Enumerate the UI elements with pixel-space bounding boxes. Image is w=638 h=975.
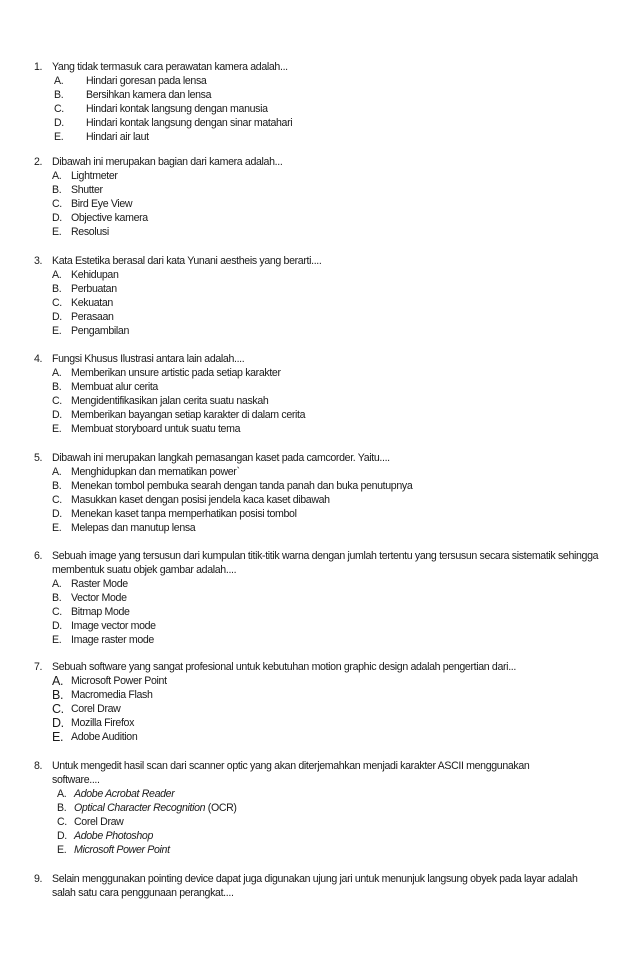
option-text: Memberikan bayangan setiap karakter di dalam cerita [71,409,306,421]
question-8 [0,759,638,857]
question-2 [0,155,638,239]
option-letter: C. [52,494,62,506]
option-letter: C. [52,702,64,716]
option-text: Kekuatan [71,297,113,309]
option-text: Adobe Photoshop [74,830,153,842]
question-number: 5. [34,452,43,464]
option-text: Shutter [71,184,103,196]
question-number: 8. [34,760,43,772]
option-letter: A. [54,75,64,87]
question-7 [0,660,638,744]
option-text: Corel Draw [74,816,124,828]
question-6 [0,549,638,647]
option-letter: E. [52,730,64,744]
question-4 [0,352,638,436]
option-text: Lightmeter [71,170,118,182]
question-number: 3. [34,255,43,267]
question-text: Dibawah ini merupakan bagian dari kamera adalah... [52,156,283,168]
option-text: Membuat storyboard untuk suatu tema [71,423,241,435]
question-5 [0,451,638,535]
question-text: Dibawah ini merupakan langkah pemasangan kaset pada camcorder. Yaitu.... [52,452,390,464]
option-letter: D. [52,508,62,520]
option-text: Pengambilan [71,325,129,337]
option-text: Kehidupan [71,269,119,281]
option-text: Macromedia Flash [71,689,153,701]
option-letter: E. [52,522,62,534]
option-text: Melepas dan manutup lensa [71,522,196,534]
option-text: Resolusi [71,226,109,238]
option-letter: D. [52,409,62,421]
option-text: Menghidupkan dan mematikan power` [71,466,240,478]
option-text: Perbuatan [71,283,117,295]
option-text-italic: Optical Character Recognition [74,802,206,814]
option-letter: D. [52,311,62,323]
option-letter: B. [52,184,62,196]
option-text: Hindari goresan pada lensa [86,75,207,87]
option-text: Raster Mode [71,578,128,590]
option-text: Mengidentifikasikan jalan cerita suatu naskah [71,395,269,407]
option-letter: E. [52,325,62,337]
option-letter: A. [52,269,62,281]
question-1 [0,60,638,144]
option-letter: A. [52,578,62,590]
option-letter: E. [57,844,67,856]
option-letter: D. [54,117,64,129]
question-number: 1. [34,61,43,73]
option-letter: E. [52,423,62,435]
option-text: Hindari kontak langsung dengan sinar matahari [86,117,293,129]
option-letter: A. [52,367,62,379]
option-letter: C. [52,606,62,618]
option-letter: E. [54,131,64,143]
option-text: Adobe Audition [71,731,138,743]
question-3 [0,254,638,338]
option-letter: B. [52,381,62,393]
question-number: 7. [34,661,43,673]
option-text: Adobe Acrobat Reader [74,788,175,800]
option-letter: A. [52,466,62,478]
option-text: Masukkan kaset dengan posisi jendela kaca kaset dibawah [71,494,330,506]
option-text: Bersihkan kamera dan lensa [86,89,212,101]
option-text: Bitmap Mode [71,606,130,618]
option-text: Image vector mode [71,620,156,632]
option-letter: B. [52,480,62,492]
option-letter: A. [57,788,67,800]
option-text [74,801,237,815]
option-text: Microsoft Power Point [74,844,170,856]
option-letter: D. [52,620,62,632]
option-letter: E. [52,226,62,238]
option-text: Menekan tombol pembuka searah dengan tanda panah dan buka penutupnya [71,480,413,492]
question-text: Yang tidak termasuk cara perawatan kamera adalah... [52,61,288,73]
option-text: Memberikan unsure artistic pada setiap karakter [71,367,281,379]
option-text: Menekan kaset tanpa memperhatikan posisi tombol [71,508,297,520]
question-text: Sebuah image yang tersusun dari kumpulan titik-titik warna dengan jumlah tertentu yang tersusun secara sistematik sehingga membentuk suatu objek gambar adalah.... [52,550,599,576]
option-text: Objective kamera [71,212,148,224]
option-letter: C. [52,198,62,210]
option-letter: E. [52,634,62,646]
question-9 [0,872,638,900]
option-letter: A. [52,674,64,688]
option-text: Mozilla Firefox [71,717,135,729]
option-text: Bird Eye View [71,198,133,210]
option-text: Image raster mode [71,634,154,646]
question-text: Untuk mengedit hasil scan dari scanner optic yang akan diterjemahkan menjadi karakter ASCII menggunakan software.... [52,760,530,786]
option-letter: B. [52,283,62,295]
option-letter: C. [52,395,62,407]
question-number: 6. [34,550,43,562]
question-number: 4. [34,353,43,365]
option-letter: B. [57,802,67,814]
option-text: Hindari kontak langsung dengan manusia [86,103,268,115]
option-letter: B. [52,592,62,604]
question-text: Kata Estetika berasal dari kata Yunani aestheis yang berarti.... [52,255,322,267]
option-text: Vector Mode [71,592,127,604]
option-text: Microsoft Power Point [71,675,167,687]
option-text: Hindari air laut [86,131,149,143]
option-letter: C. [54,103,64,115]
option-text-suffix: (OCR) [205,802,237,814]
option-letter: C. [57,816,67,828]
option-text: Perasaan [71,311,114,323]
option-letter: B. [54,89,64,101]
option-letter: D. [52,716,64,730]
option-letter: C. [52,297,62,309]
question-number: 9. [34,873,43,885]
option-text: Corel Draw [71,703,121,715]
question-text: Fungsi Khusus Ilustrasi antara lain adalah.... [52,353,245,365]
option-text: Membuat alur cerita [71,381,158,393]
option-letter: B. [52,688,64,702]
option-letter: D. [52,212,62,224]
question-number: 2. [34,156,43,168]
option-letter: A. [52,170,62,182]
question-text: Selain menggunakan pointing device dapat juga digunakan ujung jari untuk menunjuk langsung obyek pada layar adalah salah satu cara penggunaan perangkat.... [52,873,578,899]
question-text: Sebuah software yang sangat profesional untuk kebutuhan motion graphic design adalah pengertian dari... [52,661,516,673]
option-letter: D. [57,830,67,842]
